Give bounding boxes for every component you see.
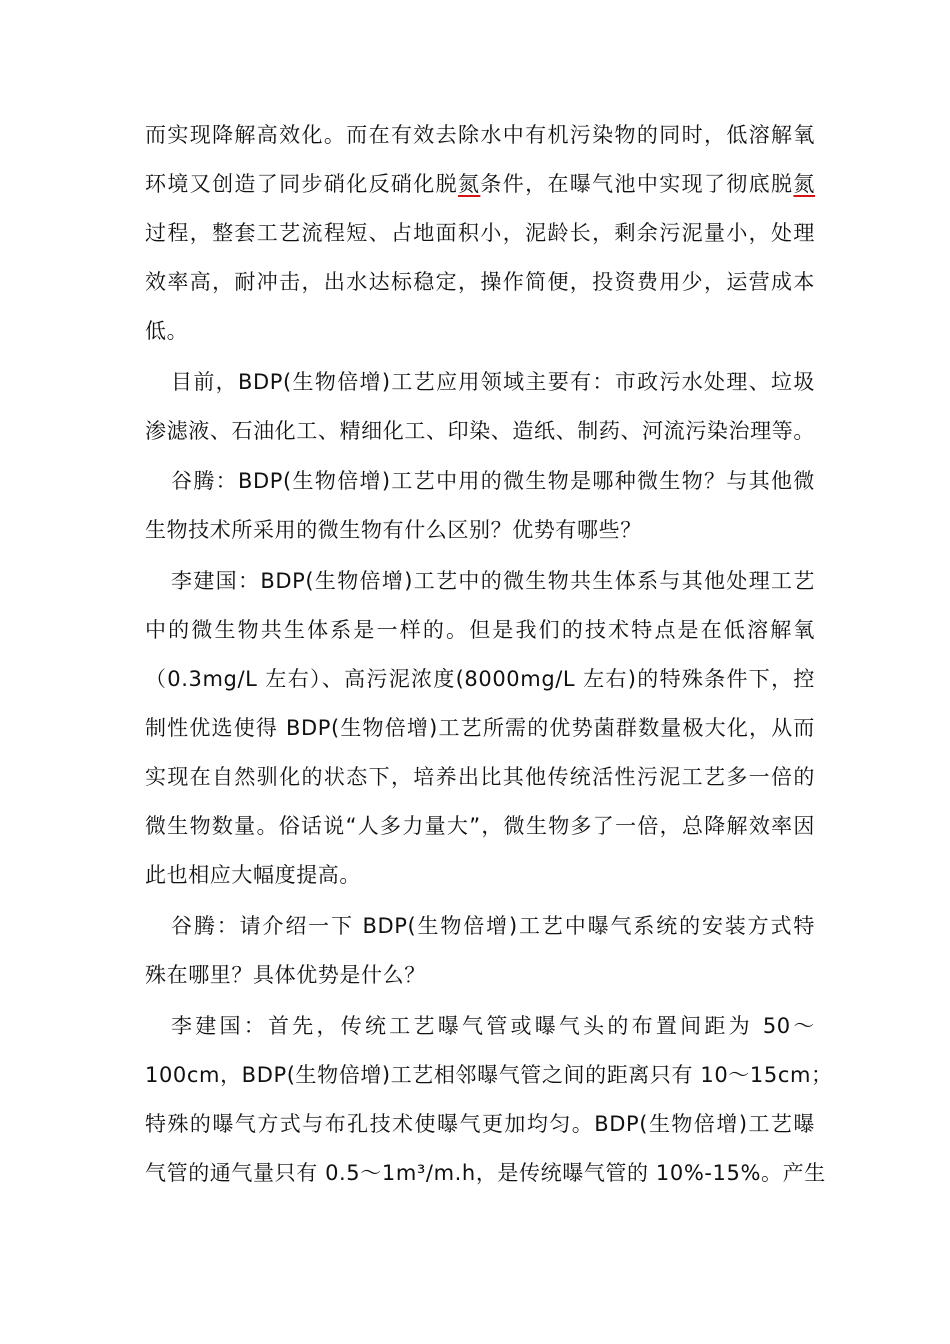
text-line: （0.3mg/L 左右）、高污泥浓度(8000mg/L 左右)的特殊条件下，控 xyxy=(145,667,815,691)
text-line: 殊在哪里？具体优势是什么？ xyxy=(145,963,426,987)
text-line: 而实现降解高效化。而在有效去除水中有机污染物的同时，低溶解氧 xyxy=(145,123,815,147)
text-line: 李建国：BDP(生物倍增)工艺中的微生物共生体系与其他处理工艺 xyxy=(171,569,815,593)
text-segment: 环境又创造了同步硝化反硝化脱 xyxy=(145,172,459,196)
text-line: 气管的通气量只有 0.5～1m³/m.h，是传统曝气管的 10%-15%。产生 xyxy=(145,1161,826,1185)
text-line xyxy=(145,164,815,204)
text-line: 效率高，耐冲击，出水达标稳定，操作简便，投资费用少，运营成本 xyxy=(145,270,815,294)
text-line: 渗滤液、石油化工、精细化工、印染、造纸、制药、河流污染治理等。 xyxy=(145,419,815,443)
text-line: 特殊的曝气方式与布孔技术使曝气更加均匀。BDP(生物倍增)工艺曝 xyxy=(145,1112,815,1136)
text-line: 此也相应大幅度提高。 xyxy=(145,863,361,887)
text-line: 低。 xyxy=(145,319,189,343)
text-line: 过程，整套工艺流程短、占地面积小，泥龄长，剩余污泥量小，处理 xyxy=(145,221,815,245)
text-line: 制性优选使得 BDP(生物倍增)工艺所需的优势菌群数量极大化，从而 xyxy=(145,716,815,740)
text-line: 中的微生物共生体系是一样的。但是我们的技术特点是在低溶解氧 xyxy=(145,618,815,642)
text-line: 100cm，BDP(生物倍增)工艺相邻曝气管之间的距离只有 10～15cm； xyxy=(145,1063,833,1087)
spellcheck-flagged-word[interactable]: 氮 xyxy=(793,172,815,196)
text-line: 谷腾：BDP(生物倍增)工艺中用的微生物是哪种微生物？与其他微 xyxy=(171,469,815,493)
text-segment: 条件，在曝气池中实现了彻底脱 xyxy=(480,172,794,196)
text-line: 李建国：首先，传统工艺曝气管或曝气头的布置间距为 50～ xyxy=(171,1014,815,1038)
text-line: 实现在自然驯化的状态下，培养出比其他传统活性污泥工艺多一倍的 xyxy=(145,765,815,789)
text-line: 微生物数量。俗话说“人多力量大”，微生物多了一倍，总降解效率因 xyxy=(145,814,815,838)
text-line: 目前，BDP(生物倍增)工艺应用领域主要有：市政污水处理、垃圾 xyxy=(171,370,815,394)
spellcheck-flagged-word[interactable]: 氮 xyxy=(458,172,481,196)
text-line: 生物技术所采用的微生物有什么区别？优势有哪些？ xyxy=(145,518,642,542)
text-line: 谷腾：请介绍一下 BDP(生物倍增)工艺中曝气系统的安装方式特 xyxy=(171,914,815,938)
